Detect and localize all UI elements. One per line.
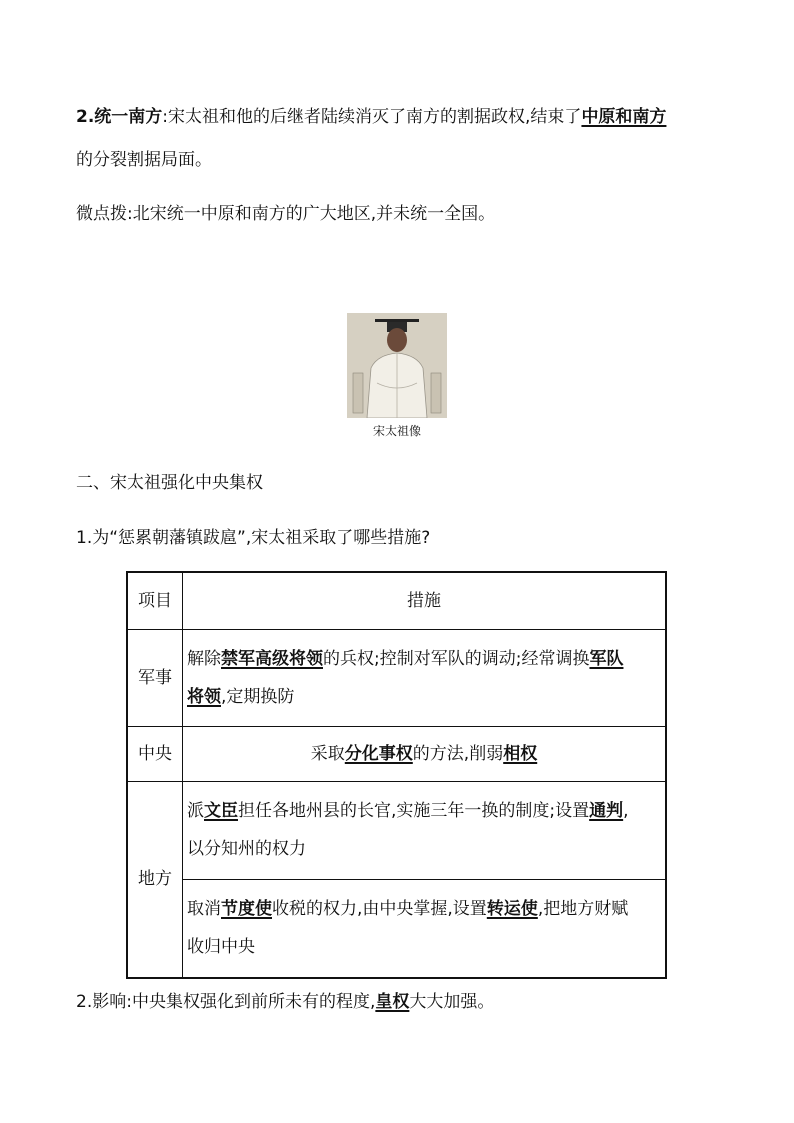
military-text-1: 解除	[187, 648, 221, 669]
local-label: 地方	[127, 781, 183, 978]
central-measures	[183, 726, 667, 781]
local1-text-2: 担任各地州县的长官,实施三年一换的制度;设置	[238, 801, 590, 821]
central-label: 中央	[127, 726, 183, 781]
local1-text-4: 以分知州的权力	[187, 839, 306, 859]
central-text-2: 的方法,削弱	[412, 743, 504, 764]
central-key-1: 分化事权	[344, 743, 413, 764]
table-row-local-2	[127, 879, 666, 978]
military-key-1: 禁军高级将领	[221, 648, 323, 669]
influence-text-1: 2.影响:中央集权强化到前所未有的程度,	[76, 992, 376, 1012]
local1-text-1: 派	[187, 801, 204, 821]
local-measures-1	[183, 781, 667, 879]
unify-south-text: :宋太祖和他的后继者陆续消灭了南方的割据政权,结束了	[162, 107, 582, 127]
header-measures: 措施	[183, 572, 667, 629]
unify-south-heading: 2.统一南方	[76, 107, 163, 127]
section-2-title: 二、宋太祖强化中央集权	[76, 473, 263, 493]
local2-text-4: 收归中央	[187, 937, 255, 958]
table-row-central	[127, 726, 666, 781]
influence-key: 皇权	[375, 992, 410, 1012]
unify-south-line-1	[76, 105, 666, 129]
military-text-3: ,定期换防	[221, 686, 295, 707]
header-item: 项目	[127, 572, 183, 629]
unify-south-line-2: 的分裂割据局面。	[76, 150, 212, 170]
central-text-1: 采取	[310, 743, 345, 764]
question-1: 1.为“惩累朝藩镇跋扈”,宋太祖采取了哪些措施?	[76, 528, 431, 548]
central-key-2: 相权	[503, 743, 538, 764]
military-key-3: 将领	[187, 686, 221, 707]
local1-key-2: 通判	[589, 801, 624, 821]
military-measures	[183, 629, 667, 726]
unify-south-keyword: 中原和南方	[581, 107, 667, 127]
table-header-row	[127, 572, 666, 629]
local2-text-2: 收税的权力,由中央掌握,设置	[272, 899, 487, 920]
portrait-caption: 宋太祖像	[372, 424, 421, 438]
military-key-2: 军队	[589, 648, 624, 669]
military-label: 军事	[127, 629, 183, 726]
military-text-2: 的兵权;控制对军队的调动;经常调换	[323, 648, 590, 669]
influence-text-2: 大大加强。	[409, 992, 495, 1012]
local2-text-1: 取消	[187, 899, 221, 920]
local2-key-1: 节度使	[221, 899, 272, 920]
local1-text-3: ,	[623, 801, 629, 821]
local2-text-3: ,把地方财赋	[537, 899, 629, 920]
table-row-local-1	[127, 781, 666, 879]
measures-table	[126, 571, 667, 979]
portrait-image	[347, 313, 447, 418]
influence-line	[76, 990, 494, 1014]
local-measures-2	[183, 879, 667, 978]
tip-note: 微点拨:北宋统一中原和南方的广大地区,并未统一全国。	[76, 204, 496, 224]
local1-key-1: 文臣	[204, 801, 238, 821]
table-row-military	[127, 629, 666, 726]
local2-key-2: 转运使	[486, 899, 538, 920]
